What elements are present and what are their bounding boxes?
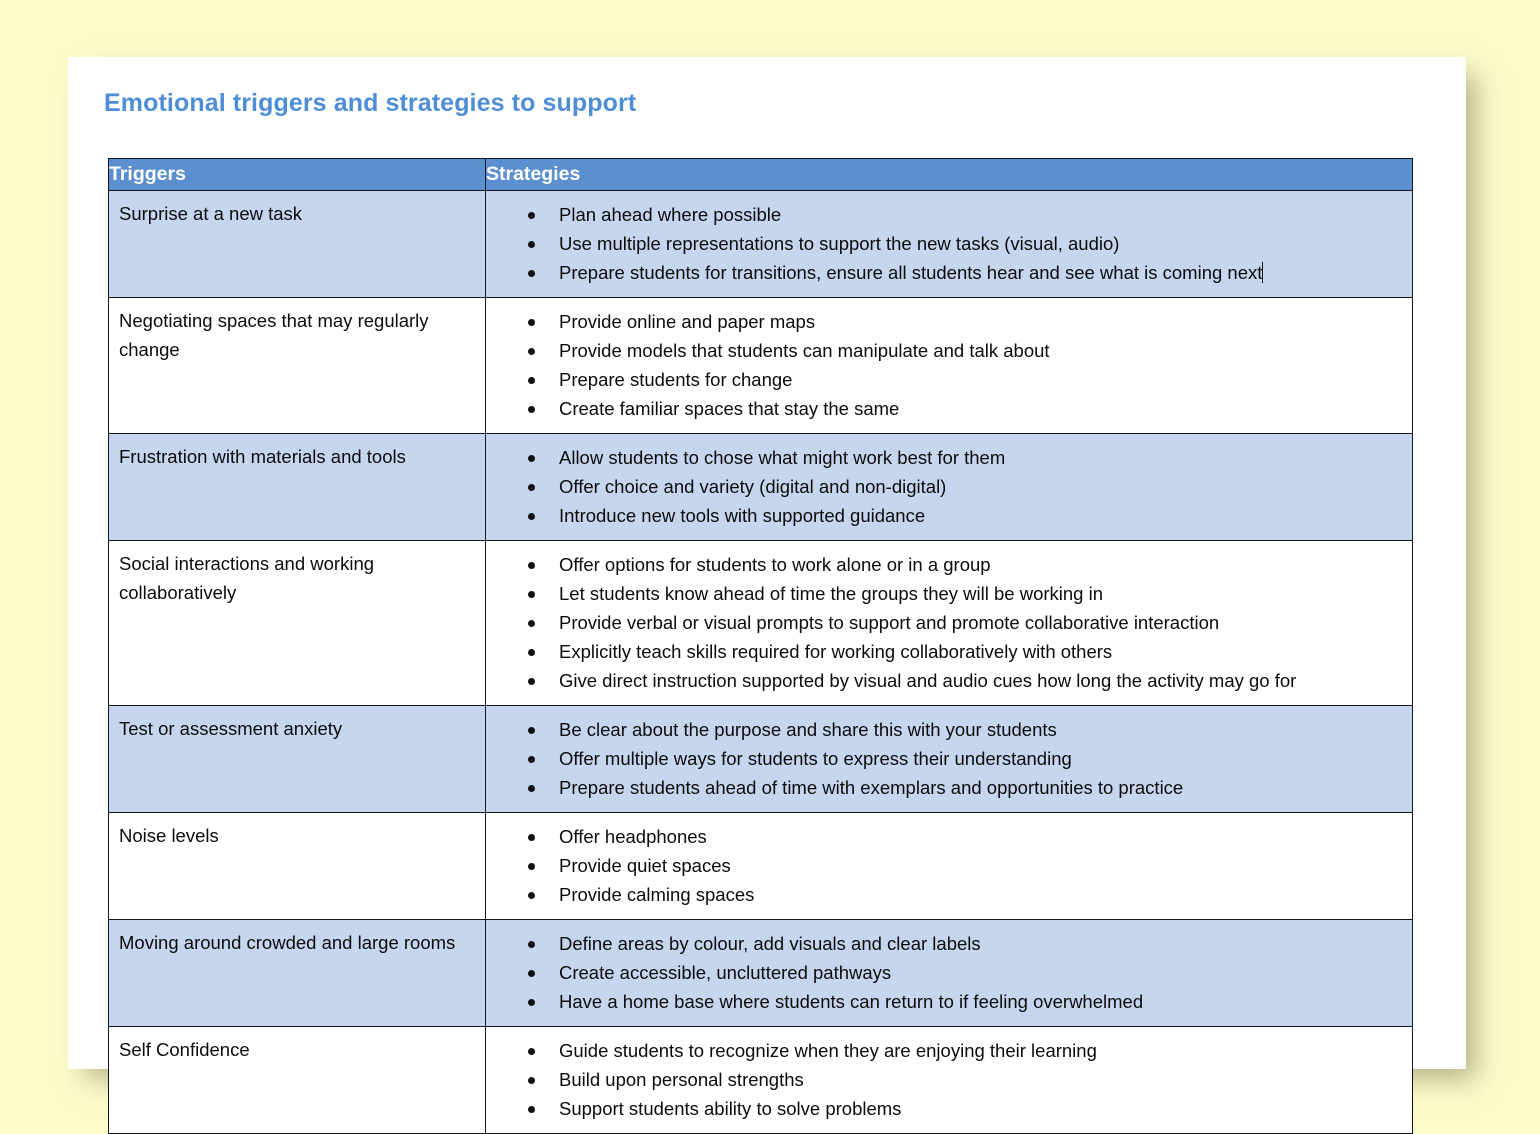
- strategy-list-item: Prepare students for transitions, ensure all students hear and see what is coming next: [486, 258, 1412, 287]
- strategy-cell: [486, 434, 1413, 541]
- strategy-list-item: Have a home base where students can return to if feeling overwhelmed: [486, 987, 1412, 1016]
- strategy-list-item: Define areas by colour, add visuals and clear labels: [486, 929, 1412, 958]
- table-row: [109, 541, 1413, 706]
- strategy-cell: [486, 706, 1413, 813]
- strategy-list-item: Create familiar spaces that stay the same: [486, 394, 1412, 423]
- strategy-list-item: Guide students to recognize when they are enjoying their learning: [486, 1036, 1412, 1065]
- strategy-list: [486, 443, 1412, 530]
- document-page: [68, 57, 1466, 1119]
- strategy-cell: [486, 920, 1413, 1027]
- trigger-cell: Negotiating spaces that may regularly change: [109, 298, 486, 434]
- strategy-list-item: Prepare students ahead of time with exemplars and opportunities to practice: [486, 773, 1412, 802]
- strategy-list: [486, 715, 1412, 802]
- strategy-list-item: Allow students to chose what might work best for them: [486, 443, 1412, 472]
- strategy-list-item: Offer multiple ways for students to express their understanding: [486, 744, 1412, 773]
- strategy-list-item: Offer options for students to work alone or in a group: [486, 550, 1412, 579]
- table-row: [109, 813, 1413, 920]
- table-header-row: [109, 159, 1413, 191]
- table-row: [109, 298, 1413, 434]
- trigger-cell: Self Confidence: [109, 1027, 486, 1134]
- triggers-strategies-table: [108, 158, 1413, 1134]
- strategy-list: [486, 1036, 1412, 1123]
- strategy-list-item: Offer choice and variety (digital and non-digital): [486, 472, 1412, 501]
- strategy-list-item: Let students know ahead of time the groups they will be working in: [486, 579, 1412, 608]
- strategy-list-item: Create accessible, uncluttered pathways: [486, 958, 1412, 987]
- strategy-list-item: Offer headphones: [486, 822, 1412, 851]
- strategy-cell: [486, 1027, 1413, 1134]
- text-caret: [1262, 262, 1263, 283]
- strategy-list-item: Give direct instruction supported by visual and audio cues how long the activity may go for: [486, 666, 1412, 695]
- trigger-cell: Noise levels: [109, 813, 486, 920]
- trigger-cell: Frustration with materials and tools: [109, 434, 486, 541]
- strategy-cell: [486, 191, 1413, 298]
- strategy-cell: [486, 541, 1413, 706]
- strategy-cell: [486, 298, 1413, 434]
- strategy-list-item: Provide models that students can manipulate and talk about: [486, 336, 1412, 365]
- strategy-list-item: Be clear about the purpose and share this with your students: [486, 715, 1412, 744]
- strategy-list: [486, 929, 1412, 1016]
- strategy-list-item: Introduce new tools with supported guidance: [486, 501, 1412, 530]
- strategy-list: [486, 200, 1412, 287]
- strategy-list-item: Provide calming spaces: [486, 880, 1412, 909]
- strategy-list-item: Provide verbal or visual prompts to support and promote collaborative interaction: [486, 608, 1412, 637]
- strategy-list-item: Use multiple representations to support the new tasks (visual, audio): [486, 229, 1412, 258]
- strategy-cell: [486, 813, 1413, 920]
- strategy-list: [486, 550, 1412, 695]
- strategy-list-item: Provide online and paper maps: [486, 307, 1412, 336]
- table-row: [109, 434, 1413, 541]
- strategy-list: [486, 822, 1412, 909]
- strategy-list-item: Support students ability to solve problems: [486, 1094, 1412, 1123]
- trigger-cell: Surprise at a new task: [109, 191, 486, 298]
- column-header-triggers: Triggers: [109, 159, 486, 191]
- table-row: [109, 191, 1413, 298]
- table-row: [109, 706, 1413, 813]
- strategy-list-item: Provide quiet spaces: [486, 851, 1412, 880]
- trigger-cell: Moving around crowded and large rooms: [109, 920, 486, 1027]
- strategy-list-item: Explicitly teach skills required for working collaboratively with others: [486, 637, 1412, 666]
- table-row: [109, 920, 1413, 1027]
- trigger-cell: Test or assessment anxiety: [109, 706, 486, 813]
- strategy-list-item: Build upon personal strengths: [486, 1065, 1412, 1094]
- table-body: [109, 191, 1413, 1134]
- strategy-list-item: Prepare students for change: [486, 365, 1412, 394]
- table-row: [109, 1027, 1413, 1134]
- strategy-list: [486, 307, 1412, 423]
- page-title: Emotional triggers and strategies to support: [104, 89, 637, 117]
- trigger-cell: Social interactions and working collaboratively: [109, 541, 486, 706]
- column-header-strategies: Strategies: [486, 159, 1413, 191]
- table-header: [109, 159, 1413, 191]
- strategy-list-item: Plan ahead where possible: [486, 200, 1412, 229]
